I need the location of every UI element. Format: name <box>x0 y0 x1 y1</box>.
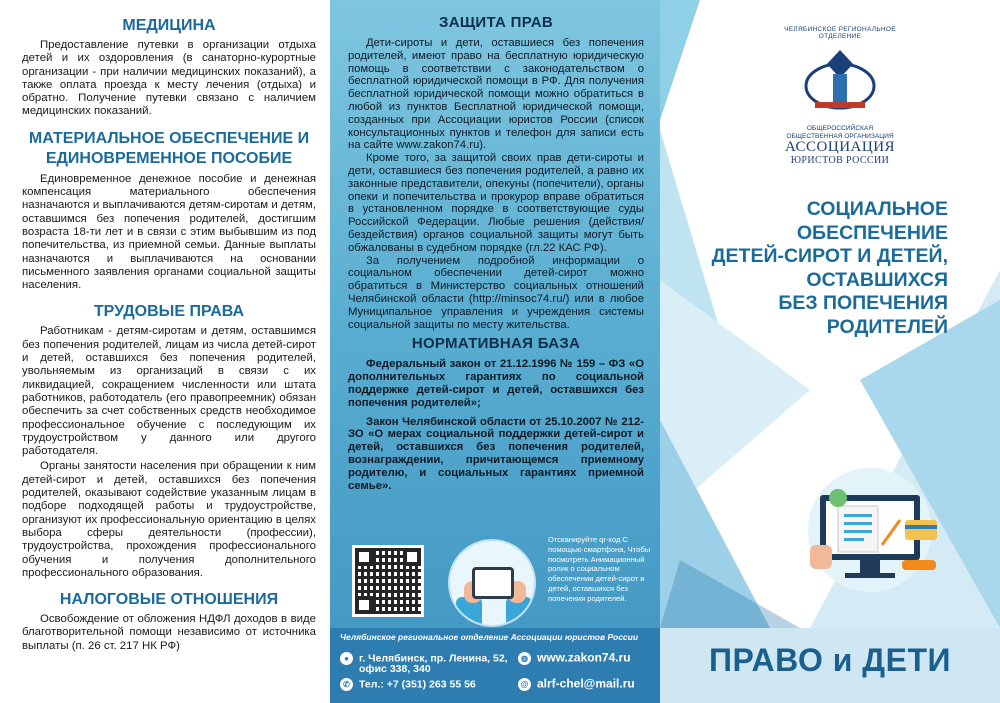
location-pin-icon: ● <box>340 652 353 665</box>
title-line-2: ОБЕСПЕЧЕНИЕ <box>796 221 948 244</box>
section-text-labor-2: Органы занятости населения при обращении к ним детей-сирот и детей, оставшихся без попечения родителей, оказывают содействие указанным лицам в подборе подходящей работы и трудоустройстве, организуют их профессиональную ориентацию в целях выбора сферы деятельности (профессии), трудоустройства, прохождения профессионального обучения и получения дополнительного профессионального образования. <box>22 460 316 579</box>
email-icon: @ <box>518 678 531 691</box>
logo-top-line-2: ОТДЕЛЕНИЕ <box>818 33 862 40</box>
section-heading-tax: НАЛОГОВЫЕ ОТНОШЕНИЯ <box>59 591 279 609</box>
footer-site[interactable] <box>518 652 631 665</box>
phone-icon: ✆ <box>340 678 353 691</box>
rights-paragraph-2: Кроме того, за защитой своих прав дети-сироты и дети, оставшиеся без попечения родителей, а равно их законные представители, опекуны (попечители), органы опеки и попечительства и прокурор вправе обратиться в установленном порядке в соответствующие суды Российской Федерации. Любые решения (действия/бездействия) органов социальной защиты могут быть обжалованы в судебном порядке (гл.22 КАС РФ). <box>348 152 644 254</box>
rights-paragraph-3: За получением подробной информации о социальном обеспечении детей-сирот можно обратиться в Министерство социальных отношений Челябинской области (http://minsoc74.ru/) или в любое Муниципальное управления и учреждения системы социальной защиты по месту жительства. <box>348 254 644 331</box>
logo-name-big: АССОЦИАЦИЯ <box>784 139 896 155</box>
doc-line-2 <box>844 522 872 525</box>
qr-code[interactable] <box>352 545 424 617</box>
qr-finder-top-left <box>355 548 373 566</box>
footer-address-2: офис 338, 340 <box>359 663 431 675</box>
rights-heading: ЗАЩИТА ПРАВ <box>439 14 553 31</box>
section-heading-medicine: МЕДИЦИНА <box>122 17 216 34</box>
email-address: alrf-chel@mail.ru <box>537 676 635 691</box>
title-line-4: ОСТАВШИХСЯ <box>806 268 948 291</box>
monitor-base <box>845 573 895 578</box>
phone-scan-illustration <box>448 539 536 627</box>
monitor-stand <box>860 560 880 574</box>
smartphone-icon <box>472 567 514 599</box>
footer-phone[interactable] <box>340 678 476 691</box>
doc-line-3 <box>844 530 872 533</box>
hand-left-illus <box>810 545 832 569</box>
section-text-labor-1: Работникам - детям-сиротам и детям, оставшимся без попечения родителей, лицам из числа детей-сирот и детей, оставшихся без попечения родителей, увольняемым из организаций в связи с их ликвидацией, сокращением численности или штата работников, работодатель (его правопреемник) обязан обеспечить за счет собственных средств необходимое профессиональное обучение с последующим их трудоустройством у данного или другого работодателя. <box>22 325 316 458</box>
emblem-ribbon <box>815 102 865 108</box>
qr-finder-bottom-left <box>355 596 373 614</box>
deco-triangle-top <box>660 0 700 120</box>
qr-instructions: Отсканируйте qr-код С помощью смартфона, Чтобы посмотреть Анимационный ролик о социальном обеспечении детей-сирот и детей, оставшихся без попечения родителей. <box>548 535 651 603</box>
logo-top-line-1: ЧЕЛЯБИНСКОЕ РЕГИОНАЛЬНОЕ <box>784 26 896 33</box>
site-url: www.zakon74.ru <box>537 650 631 665</box>
norm-paragraph-2: Закон Челябинской области от 25.10.2007 № 212-ЗО «О мерах социальной поддержки детей-сирот и детей, оставшихся без попечения родителей, вознаграждении, причитающемся приемному родителю, и социальных гарантиях приемной семье». <box>348 415 644 492</box>
rights-paragraph-1: Дети-сироты и дети, оставшиеся без попечения родителей, имеют право на бесплатную юридическую помощь в соответствии с законодательством о бесплатной юридической помощи в РФ. Для получения бесплатной юридической помощи можно обратиться в любой из пунктов Бесплатной юридической помощи, созданных при Ассоциации юристов России (список консультационных пунктов и телефон для записи есть на сайте www.zakon74.ru). <box>348 37 644 152</box>
logo-sub-line-1: ОБЩЕРОССИЙСКАЯ <box>806 125 874 132</box>
doc-line-4 <box>844 538 864 541</box>
title-line-3: ДЕТЕЙ-СИРОТ И ДЕТЕЙ, <box>711 245 948 267</box>
norm-heading: НОРМАТИВНАЯ БАЗА <box>411 335 581 353</box>
phone-number: Тел.: +7 (351) 263 55 56 <box>359 678 476 691</box>
title-line-1: СОЦИАЛЬНОЕ <box>806 198 948 220</box>
qr-finder-top-right <box>403 548 421 566</box>
doc-line-1 <box>844 514 872 517</box>
banner-title: ПРАВО и ДЕТИ <box>709 642 951 678</box>
brochure-title <box>688 198 948 339</box>
section-heading-material: МАТЕРИАЛЬНОЕ ОБЕСПЕЧЕНИЕ И ЕДИНОВРЕМЕННОЕ ПОСОБИЕ <box>28 129 310 167</box>
orange-button-illus <box>902 560 936 570</box>
emblem-column <box>833 74 847 104</box>
document-sheet <box>838 506 878 552</box>
association-logo <box>770 26 910 166</box>
section-text-material: Единовременное денежное пособие и денежная компенсация материального обеспечения назначаются и выплачиваются детям-сиротам и детям, оставшимся без попечения родителей, достигшим возраста 18-ти лет и в связи с этим выбывшим из под попечительства, из приемной семьи. Данные выплаты назначаются и выплачиваются на основании письменного заявления органами социальной защиты населения. <box>22 172 316 292</box>
logo-name-small: ЮРИСТОВ РОССИИ <box>790 155 890 166</box>
section-heading-labor: ТРУДОВЫЕ ПРАВА <box>93 303 245 321</box>
title-line-5: БЕЗ ПОПЕЧЕНИЯ <box>778 292 948 314</box>
title-line-6: РОДИТЕЛЕЙ <box>826 315 948 338</box>
dollar-coin-icon <box>829 489 847 507</box>
credit-card-icon <box>905 520 937 540</box>
globe-icon: ◍ <box>518 652 531 665</box>
card-stripe <box>905 525 937 529</box>
address-line-1: г. Челябинск, пр. Ленина, 52, <box>359 652 508 665</box>
footer-org-name: Челябинское региональное отделение Ассоциации юристов России <box>340 632 639 642</box>
qr-section <box>348 535 651 635</box>
footer-email[interactable] <box>518 678 635 691</box>
section-text-tax: Освобождение от обложения НДФЛ доходов в виде благотворительной помощи независимо от источника выплаты (п. 26 ст. 217 НК РФ) <box>22 613 316 652</box>
contact-footer <box>330 628 660 703</box>
left-panel <box>0 0 330 703</box>
norm-paragraph-1: Федеральный закон от 21.12.1996 № 159 – ФЗ «О дополнительных гарантиях по социальной поддержке детей-сирот и детей, оставшихся без попечения родителей»; <box>348 358 644 409</box>
section-text-medicine: Предоставление путевки в организации отдыха детей и их оздоровления (в санаторно-курортные организации - при наличии медицинских показаний), а также оплата проезда к месту лечения (отдыха) и обратно. Получение путевки связано с наличием медицинских показаний. <box>22 39 316 118</box>
logo-sub-line-2: ОБЩЕСТВЕННАЯ ОРГАНИЗАЦИЯ <box>786 132 894 140</box>
bottom-banner <box>660 628 1000 703</box>
eagle-emblem-icon <box>795 44 885 116</box>
